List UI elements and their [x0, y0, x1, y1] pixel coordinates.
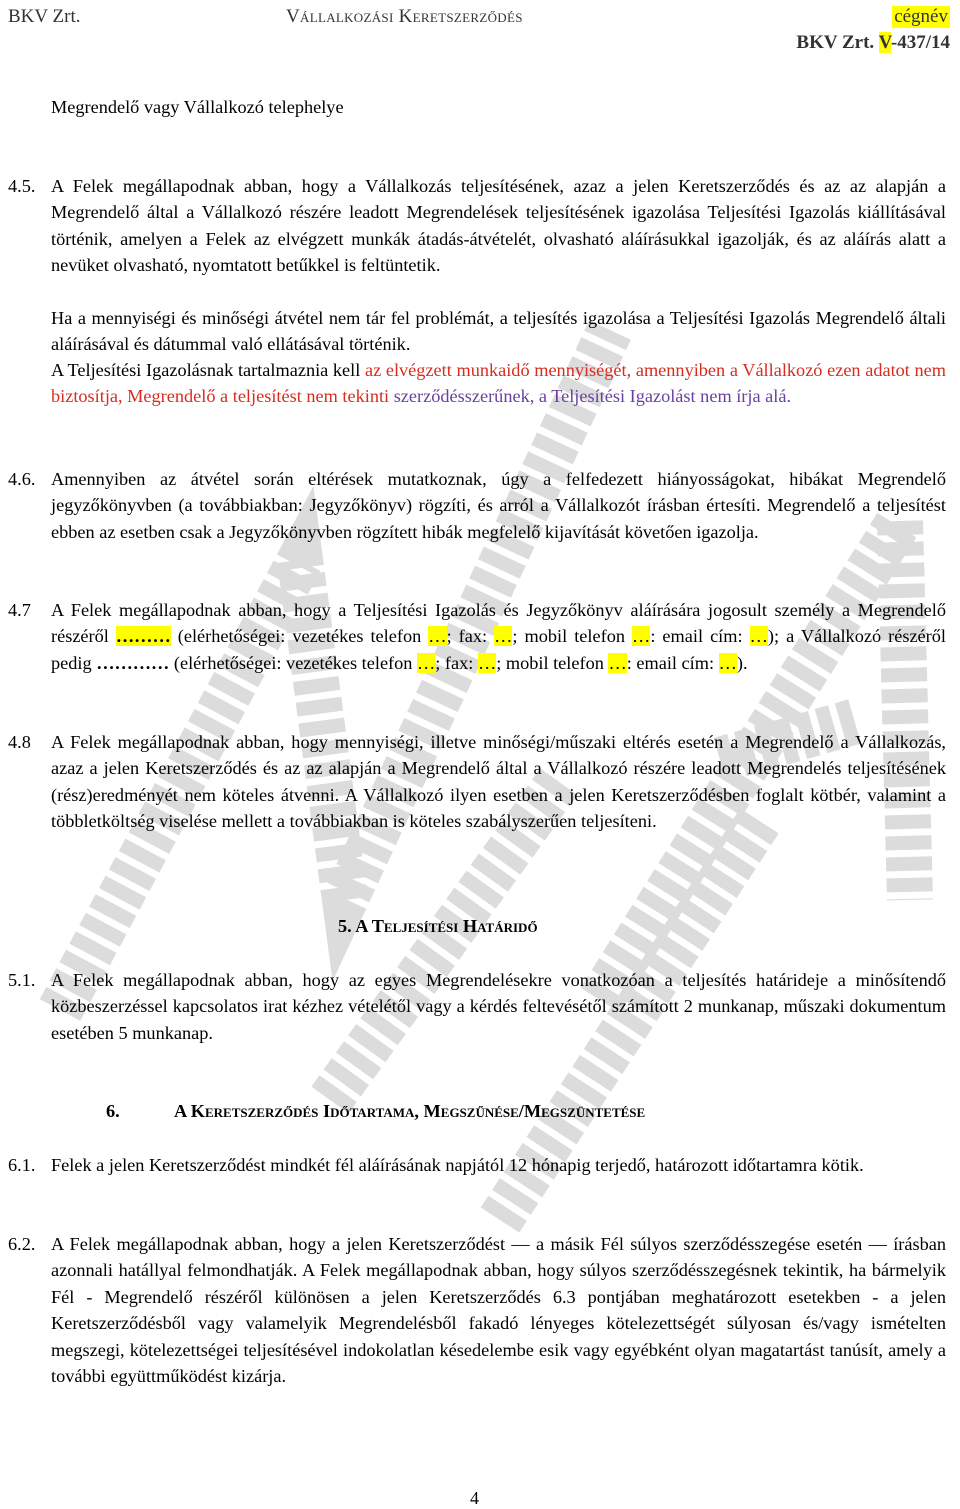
header-company-placeholder: cégnév	[894, 6, 948, 27]
section-6-1-text: Felek a jelen Keretszerződést mindkét fél aláírásának napjától 12 hónapig terjedő, határozott időtartamra kötik.	[51, 1155, 864, 1175]
s47-t4: ; mobil telefon	[512, 626, 633, 647]
p3-red-text: az elvégzett munkaidő mennyiségét, amennyiben a Vállalkozó ezen adatot nem biztosítja, Megrendelő a teljesítést nem tekinti	[51, 360, 946, 407]
p3-purple-text: szerződésszerűnek, a Teljesítési Igazolást nem írja alá.	[393, 386, 792, 407]
p3-black-text: A Teljesítési Igazolásnak tartalmaznia kell	[51, 360, 365, 380]
intro-line: Megrendelő vagy Vállalkozó telephelye	[51, 97, 344, 117]
section-5-1-text: A Felek megállapodnak abban, hogy az egyes Megrendelésekre vonatkozóan a teljesítés határideje a minősítendő közbeszerzéssel kapcsolatos irat kézhez vételétől vagy a kérdés feltevésétől számított 2 munkanap, műszaki dokumentum esetében 5 munkanap.	[51, 970, 946, 1043]
s47-dots-5: …	[749, 626, 768, 647]
section-6-1-number: 6.1.	[8, 1155, 36, 1175]
s47-t1: A Felek megállapodnak abban, hogy a Teljesítési Igazolás és Jegyzőkönyv aláírására jogosult személy a Megrendelő részéről	[51, 600, 946, 647]
header-reference	[796, 32, 950, 54]
section-4-5-number: 4.5.	[8, 176, 36, 196]
s47-t6: ); a Vállalkozó részéről pedig	[51, 626, 946, 673]
s47-t10: : email cím:	[626, 652, 719, 673]
page-number: 4	[470, 1488, 479, 1508]
section-4-8-number: 4.8	[8, 732, 31, 752]
section-4-6-text: Amennyiben az átvétel során eltérések mutatkoznak, úgy a felfedezett hiányosságokat, hibákat Megrendelő jegyzőkönyvben (a továbbiakban: Jegyzőkönyv) rögzíti, és arról a Vállalkozót írásban értesíti. Megrendelő a teljesítést ebben az esetben csak a Jegyzőkönyvben rögzített hibák megfelelő kijavítását követően igazolja.	[51, 469, 946, 542]
section-4-8-text: A Felek megállapodnak abban, hogy mennyiségi, illetve minőségi/műszaki eltérés esetén a Megrendelő a Vállalkozás, azaz a jelen Keretszerződés és az az alapján a Megrendelő által a Vállalkozó részére leadott Megrendelés teljesítésének (rész)eredményét nem köteles átvenni. A Vállalkozó ilyen esetben a jelen Keretszerződésben foglalt kötbér, valamint a többletköltség viselése mellett a továbbiakban is köteles szabályszerűen teljesíteni.	[51, 732, 946, 832]
section-4-6-number: 4.6.	[8, 469, 36, 489]
section-4-7-number: 4.7	[8, 600, 31, 620]
section-6-2-number: 6.2.	[8, 1234, 36, 1254]
s47-t8: ; fax:	[435, 652, 478, 673]
s47-t11: ).	[736, 652, 748, 673]
header-ref-prefix: BKV Zrt.	[796, 32, 879, 53]
heading-section-6: A Keretszerződés Időtartama, Megszűnése/Megszüntetése	[174, 1101, 646, 1121]
s47-dots-1: ………	[115, 626, 171, 647]
s47-t3: ; fax:	[446, 626, 495, 647]
s47-dots-3: …	[494, 626, 513, 647]
s47-t2: (elérhetőségei: vezetékes telefon	[170, 626, 429, 647]
section-4-7-text	[51, 597, 946, 676]
heading-section-6-number: 6.	[106, 1101, 120, 1121]
s47-t9: ; mobil telefon	[496, 652, 609, 673]
s47-dots-10: …	[718, 652, 737, 673]
s47-dots-6: …………	[96, 652, 170, 673]
s47-t7: (elérhetőségei: vezetékes telefon	[169, 652, 417, 673]
header-title: Vállalkozási Keretszerződés	[286, 6, 523, 27]
s47-dots-4: …	[632, 626, 651, 647]
section-5-1-number: 5.1.	[8, 970, 36, 990]
s47-dots-8: …	[477, 652, 497, 673]
section-6-2-text: A Felek megállapodnak abban, hogy a jelen Keretszerződést — a másik Fél súlyos szerződésszegése esetén — írásban azonnali hatállyal felmondhatják. A Felek megállapodnak abban, hogy súlyos szerződésszegésnek tekintik, ha bármelyik Fél - Megrendelő részéről különösen a jelen Keretszerződés 6.3 pontjában meghatározott esetekben - a jelen Keretszerződésből vagy valamelyik Megrendelésből fakadó lényeges kötelezettségét súlyosan és/vagy ismételten megszegi, kötelezettségei teljesítésével indokolatlan késedelembe esik vagy egyébként olyan magatartást tanúsít, amely a további együttműködést kizárja.	[51, 1234, 946, 1387]
section-4-5-para1: A Felek megállapodnak abban, hogy a Vállalkozás teljesítésének, azaz a jelen Keretszerződés és az az alapján a Megrendelő által a Vállalkozó részére leadott Megrendelések teljesítésének igazolása Teljesítési Igazolás kiállításával történik, amelyen a Felek az elvégzett munkák átadás-átvételét, olvasható aláírásukkal igazolják, és az aláírás alatt a nevüket olvasható, nyomtatott betűkkel is feltüntetik.	[51, 176, 946, 276]
s47-dots-9: …	[608, 652, 627, 673]
s47-dots-2: …	[428, 626, 447, 647]
heading-section-5: 5. A Teljesítési Határidő	[338, 916, 538, 936]
s47-dots-7: …	[417, 652, 436, 673]
header-ref-highlight: V	[878, 32, 891, 53]
section-4-5-para2: Ha a mennyiségi és minőségi átvétel nem tár fel problémát, a teljesítés igazolása a Teljesítési Igazolás Megrendelő általi aláírásával és dátummal való ellátásával történik.	[51, 308, 946, 355]
s47-t5: : email cím:	[650, 626, 750, 647]
header-company: BKV Zrt.	[8, 6, 81, 27]
section-4-5-para3	[51, 357, 946, 410]
header-ref-suffix: -437/14	[890, 32, 950, 53]
